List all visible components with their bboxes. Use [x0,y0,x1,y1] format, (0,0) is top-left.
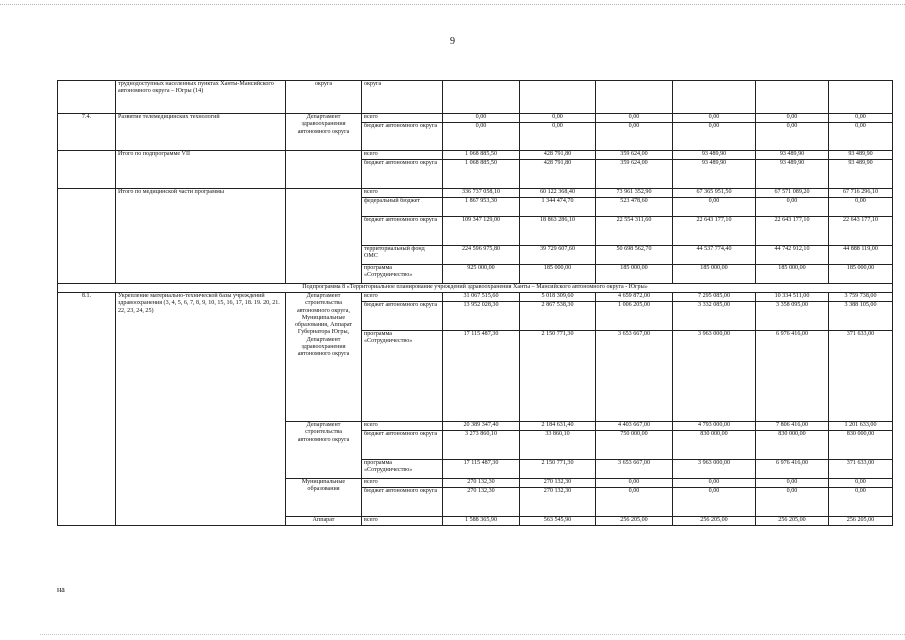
value-year-3: 44 537 774,40 [673,246,756,265]
value-total: 1 068 885,50 [443,160,520,189]
funding-source: бюджет автономного округа [362,488,443,517]
value-year-5: 3 388 105,00 [829,302,893,331]
value-year-5: 93 489,90 [829,160,893,189]
scan-bottom-edge [40,634,905,635]
value-total: 1 068 885,50 [443,151,520,160]
value-year-5: 0,00 [829,198,893,217]
page-number: 9 [450,36,455,47]
value-year-1: 0,00 [520,114,596,123]
value-total: 270 132,30 [443,488,520,517]
value-year-5: 371 633,00 [829,460,893,479]
value-total: 0,00 [443,123,520,151]
value-total: 336 737 058,10 [443,189,520,198]
scan-top-edge [0,4,905,5]
value-year-1: 428 791,80 [520,151,596,160]
value-year-2: 4 659 872,00 [596,293,673,302]
value-year-5: 371 633,00 [829,331,893,422]
value-year-4: 6 976 416,00 [756,460,829,479]
value-year-1: 428 791,80 [520,160,596,189]
value-year-3: 185 000,00 [673,265,756,284]
table-row [58,284,893,293]
value-year-1: 270 132,30 [520,479,596,488]
value-year-3: 3 963 000,00 [673,460,756,479]
funding-source: бюджет автономного округа [362,123,443,151]
funding-source: территориальный фонд ОМС [362,246,443,265]
funding-source: всего [362,517,443,526]
responsible-executor: округа [286,81,362,114]
value-year-5: 0,00 [829,123,893,151]
value-year-4: 256 205,00 [756,517,829,526]
responsible-executor: Департамент строительства автономного округа [286,422,362,479]
subprogram-heading: Подпрограмма 8 «Территориальное планирование учреждений здравоохранения Ханты – Мансийского автономного округа - Югры» [58,284,893,293]
funding-source: всего [362,422,443,431]
funding-source: федеральный бюджет [362,198,443,217]
value-year-5: 44 888 119,00 [829,246,893,265]
value-year-4: 0,00 [756,198,829,217]
value-year-5: 67 716 296,10 [829,189,893,198]
funding-source: бюджет автономного округа [362,431,443,460]
value-year-1: 1 344 474,70 [520,198,596,217]
value-year-4: 0,00 [756,479,829,488]
value-year-1: 2 867 538,30 [520,302,596,331]
funding-source: бюджет автономного округа [362,302,443,331]
value-year-4 [756,81,829,114]
value-year-4: 185 000,00 [756,265,829,284]
value-year-4: 93 489,90 [756,151,829,160]
value-year-4: 3 358 095,00 [756,302,829,331]
value-year-1: 185 000,00 [520,265,596,284]
funding-source: программа «Сотрудничество» [362,265,443,284]
value-year-4: 10 334 511,00 [756,293,829,302]
responsible-executor: Аппарат [286,517,362,526]
value-year-1: 2 184 631,40 [520,422,596,431]
value-year-4: 0,00 [756,114,829,123]
value-year-4: 830 000,00 [756,431,829,460]
value-total: 925 000,00 [443,265,520,284]
value-year-3: 7 295 085,00 [673,293,756,302]
value-year-2 [596,81,673,114]
responsible-executor: Муниципальные образования [286,479,362,517]
value-year-1: 2 150 771,30 [520,460,596,479]
value-total: 17 115 487,30 [443,460,520,479]
value-year-4: 0,00 [756,488,829,517]
value-year-4: 67 571 089,20 [756,189,829,198]
value-year-4: 0,00 [756,123,829,151]
value-year-4: 22 643 177,10 [756,217,829,246]
value-year-5: 93 489,90 [829,151,893,160]
value-year-1: 39 729 607,60 [520,246,596,265]
activity-name: труднодоступных населенных пунктах Ханты-Мансийского автономного округа – Югры (14) [116,81,286,114]
value-year-4: 7 806 416,00 [756,422,829,431]
value-year-1: 270 132,30 [520,488,596,517]
value-year-4: 93 489,90 [756,160,829,189]
table-row [58,151,893,160]
value-year-3 [673,81,756,114]
value-year-2: 1 006 205,00 [596,302,673,331]
responsible-executor: Департамент здравоохранения автономного округа [286,114,362,151]
value-year-5: 22 643 177,10 [829,217,893,246]
responsible-executor: Департамент строительства автономного округа, Муниципальные образования, Аппарат Губернатора Югры, Департамент здравоохранения автономного округа [286,293,362,422]
value-total: 224 596 975,80 [443,246,520,265]
value-year-2: 3 653 667,00 [596,460,673,479]
funding-source: бюджет автономного округа [362,217,443,246]
value-total: 270 132,30 [443,479,520,488]
value-year-5: 3 759 738,00 [829,293,893,302]
value-year-3: 0,00 [673,114,756,123]
value-year-1: 2 150 771,30 [520,331,596,422]
value-year-5: 185 000,00 [829,265,893,284]
value-year-3: 93 489,90 [673,160,756,189]
footnote-text: на [57,585,65,594]
activity-name: Итого по медицинской части программы [116,189,286,284]
funding-source: всего [362,151,443,160]
value-year-3: 0,00 [673,479,756,488]
row-number [58,151,116,189]
value-year-5: 830 000,00 [829,431,893,460]
row-number [58,81,116,114]
funding-source: всего [362,114,443,123]
value-year-5: 0,00 [829,488,893,517]
funding-source: бюджет автономного округа [362,160,443,189]
value-year-2: 0,00 [596,488,673,517]
value-total: 31 067 515,60 [443,293,520,302]
activity-name: Развитие телемедицинских технологий [116,114,286,151]
value-total: 13 952 028,30 [443,302,520,331]
value-year-2: 0,00 [596,123,673,151]
value-year-3: 0,00 [673,123,756,151]
funding-source: округа [362,81,443,114]
budget-table [57,80,893,526]
table-row [58,114,893,123]
funding-source: всего [362,189,443,198]
funding-source: программа «Сотрудничество» [362,460,443,479]
value-year-3: 0,00 [673,488,756,517]
value-total: 1 588 365,90 [443,517,520,526]
activity-name: Укрепление материально-технической базы учреждений здравоохранения (3, 4, 5, 6, 7, 8, 9, 10, 15, 16, 17, 18. 19. 20, 21. 22, 23, 24, 25) [116,293,286,526]
value-year-3: 4 793 000,00 [673,422,756,431]
activity-name: Итого по подпрограмме VII [116,151,286,189]
table-row [58,81,893,114]
funding-source: программа «Сотрудничество» [362,331,443,422]
value-total: 109 347 129,00 [443,217,520,246]
responsible-executor [286,151,362,189]
value-year-2: 185 000,00 [596,265,673,284]
value-year-2: 3 653 667,00 [596,331,673,422]
value-year-2: 359 624,00 [596,151,673,160]
value-year-5: 0,00 [829,479,893,488]
value-year-1 [520,81,596,114]
value-year-5 [829,81,893,114]
value-year-3: 256 205,00 [673,517,756,526]
value-year-3: 93 489,90 [673,151,756,160]
value-year-3: 67 365 951,50 [673,189,756,198]
value-year-1: 33 860,10 [520,431,596,460]
value-year-2: 0,00 [596,479,673,488]
value-total: 20 389 347,40 [443,422,520,431]
value-year-2: 4 403 667,00 [596,422,673,431]
value-year-5: 256 205,00 [829,517,893,526]
value-year-2: 750 000,00 [596,431,673,460]
value-year-1: 5 018 309,60 [520,293,596,302]
value-year-5: 1 201 633,00 [829,422,893,431]
value-year-3: 3 963 000,00 [673,331,756,422]
value-year-1: 18 863 286,10 [520,217,596,246]
value-year-1: 563 545,90 [520,517,596,526]
value-year-3: 830 000,00 [673,431,756,460]
funding-source: всего [362,479,443,488]
value-year-3: 3 332 085,00 [673,302,756,331]
value-total: 17 115 487,30 [443,331,520,422]
row-number [58,189,116,284]
table-row [58,189,893,198]
value-year-1: 60 122 368,40 [520,189,596,198]
value-total: 3 273 860,10 [443,431,520,460]
value-year-2: 50 698 562,70 [596,246,673,265]
value-year-2: 256 205,00 [596,517,673,526]
row-number: 7.4. [58,114,116,151]
value-year-2: 359 624,00 [596,160,673,189]
value-year-2: 22 554 311,60 [596,217,673,246]
responsible-executor [286,189,362,284]
value-year-2: 0,00 [596,114,673,123]
value-year-3: 0,00 [673,198,756,217]
value-total [443,81,520,114]
row-number: 8.1. [58,293,116,526]
value-year-2: 73 961 352,90 [596,189,673,198]
value-year-2: 523 478,60 [596,198,673,217]
value-total: 0,00 [443,114,520,123]
funding-source: всего [362,293,443,302]
value-year-5: 0,00 [829,114,893,123]
value-year-4: 6 976 416,00 [756,331,829,422]
value-total: 1 867 953,30 [443,198,520,217]
value-year-3: 22 643 177,10 [673,217,756,246]
value-year-1: 0,00 [520,123,596,151]
value-year-4: 44 742 912,10 [756,246,829,265]
table-row [58,293,893,302]
